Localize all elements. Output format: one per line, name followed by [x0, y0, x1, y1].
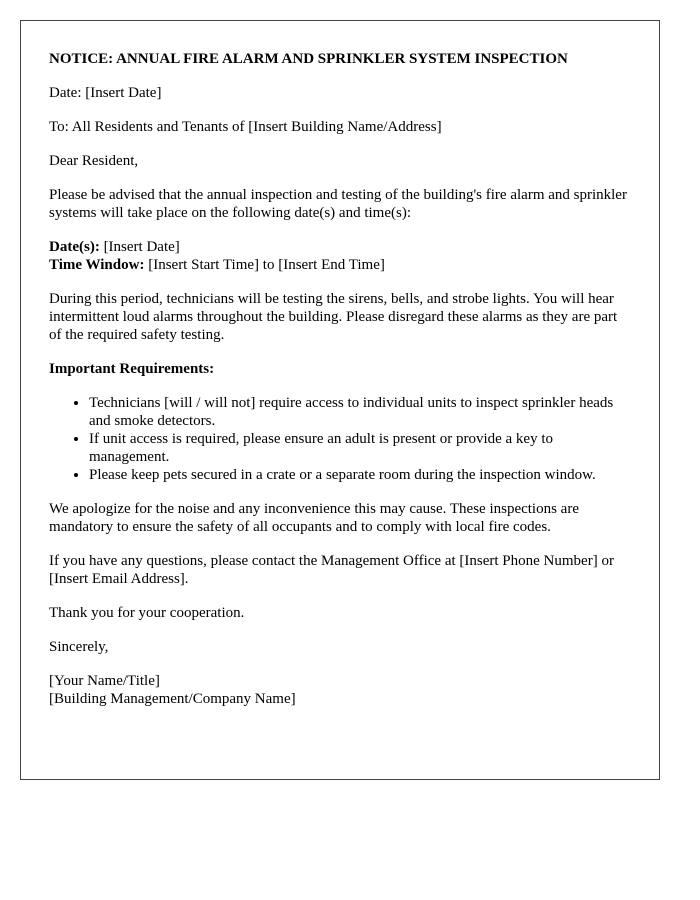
- intro-paragraph: Please be advised that the annual inspection and testing of the building's fire alarm and sprinkler systems will take place on the following date(s) and time(s):: [49, 187, 627, 221]
- signature-name-title: [Your Name/Title]: [49, 673, 160, 689]
- schedule-block: [49, 238, 631, 274]
- recipient-line: To: All Residents and Tenants of [Insert Building Name/Address]: [49, 119, 442, 135]
- thanks-line: Thank you for your cooperation.: [49, 605, 245, 621]
- salutation: Dear Resident,: [49, 153, 139, 169]
- requirement-item: • If unit access is required, please ensure an adult is present or provide a key to management.: [89, 430, 631, 466]
- notice-title: NOTICE: ANNUAL FIRE ALARM AND SPRINKLER SYSTEM INSPECTION: [49, 51, 568, 67]
- time-window-row: [49, 256, 631, 274]
- contact-paragraph: If you have any questions, please contact the Management Office at [Insert Phone Number] or [Insert Email Address].: [49, 553, 614, 587]
- testing-info-paragraph: During this period, technicians will be testing the sirens, bells, and strobe lights. You will hear intermittent loud alarms throughout the building. Please disregard these alarms as they are part of the required safety testing.: [49, 291, 618, 343]
- requirement-item: • Technicians [will / will not] require access to individual units to inspect sprinkler heads and smoke detectors.: [89, 394, 631, 430]
- requirements-list: [49, 394, 631, 484]
- dates-value: [Insert Date]: [99, 239, 180, 255]
- dates-row: [49, 238, 631, 256]
- requirements-heading: Important Requirements:: [49, 361, 215, 377]
- notice-document: [20, 20, 660, 780]
- signature-block: [49, 672, 631, 708]
- dates-label: Date(s):: [49, 239, 100, 255]
- closing-line: Sincerely,: [49, 639, 109, 655]
- date-line: Date: [Insert Date]: [49, 85, 162, 101]
- time-window-label: Time Window:: [49, 257, 145, 273]
- time-window-value: [Insert Start Time] to [Insert End Time]: [144, 257, 385, 273]
- requirement-item: • Please keep pets secured in a crate or a separate room during the inspection window.: [89, 466, 631, 484]
- apology-paragraph: We apologize for the noise and any inconvenience this may cause. These inspections are mandatory to ensure the safety of all occupants and to comply with local fire codes.: [49, 501, 579, 535]
- signature-company: [Building Management/Company Name]: [49, 691, 296, 707]
